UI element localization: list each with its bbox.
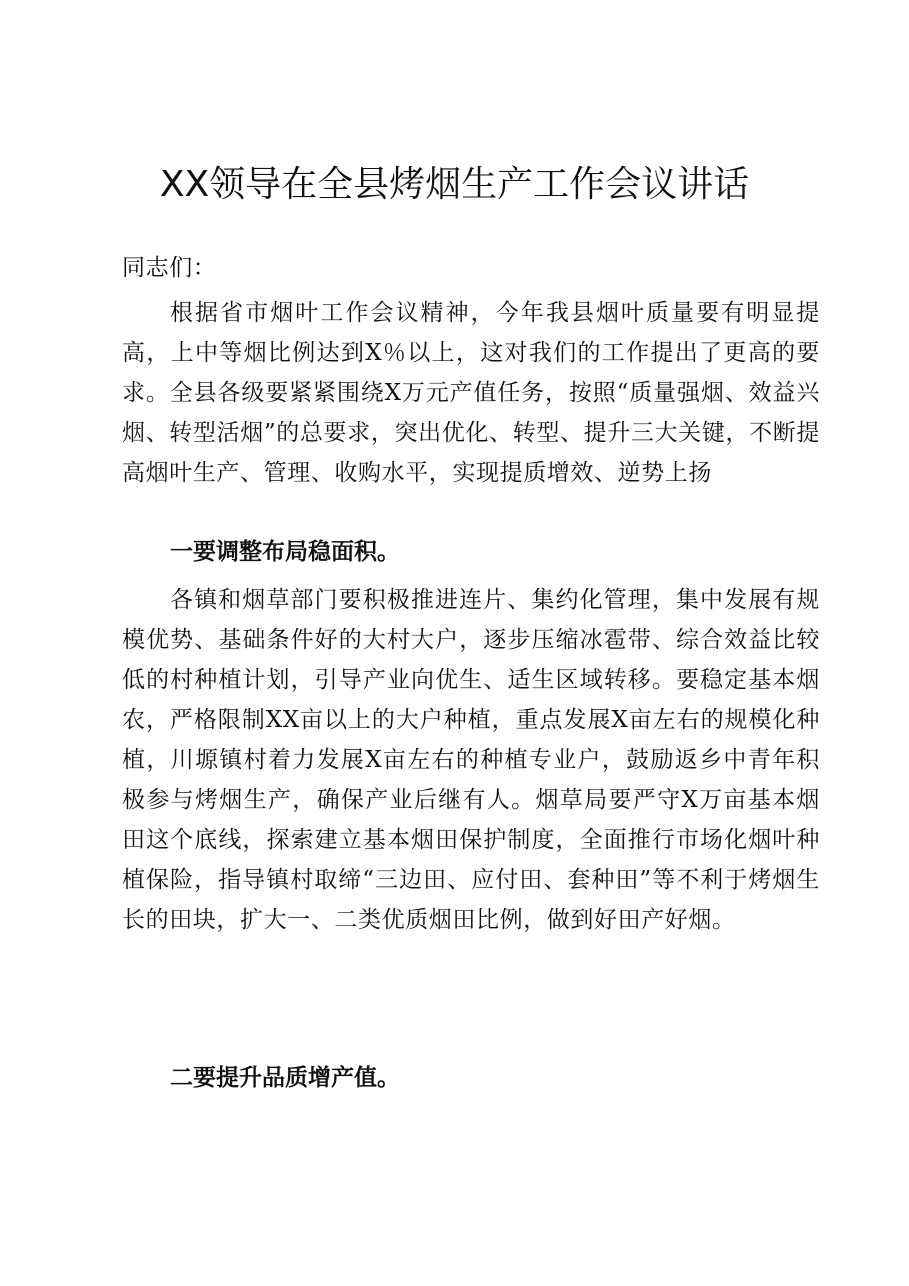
- section-heading-1: 一要调整布局稳面积。: [170, 539, 400, 565]
- greeting-text: 同志们：: [122, 255, 217, 281]
- paragraph-intro: 根据省市烟叶工作会议精神，今年我县烟叶质量要有明显提高，上中等烟比例达到X％以上，这对我们的工作提出了更高的要求。全县各级要紧紧围绕X万元产值任务，按照“质量强烟、效益兴烟、转型活烟”的总要求，突出优化、转型、提升三大关键，不断提高烟叶生产、管理、收购水平，实现提质增效、逆势上扬: [122, 300, 820, 486]
- section-heading-2: 二要提升品质增产值。: [170, 1065, 400, 1091]
- document-title: XX领导在全县烤烟生产工作会议讲话: [159, 164, 750, 205]
- paragraph-section-1: 各镇和烟草部门要积极推进连片、集约化管理，集中发展有规模优势、基础条件好的大村大户，逐步压缩冰雹带、综合效益比较低的村种植计划，引导产业向优生、适生区域转移。要稳定基本烟农，严格限制XX亩以上的大户种植，重点发展X亩左右的规模化种植，川塬镇村着力发展X亩左右的种植专业户，鼓励返乡中青年积极参与烤烟生产，确保产业后继有人。烟草局要严守X万亩基本烟田这个底线，探索建立基本烟田保护制度，全面推行市场化烟叶种植保险，指导镇村取缔“三边田、应付田、套种田”等不利于烤烟生长的田块，扩大一、二类优质烟田比例，做到好田产好烟。: [122, 587, 820, 933]
